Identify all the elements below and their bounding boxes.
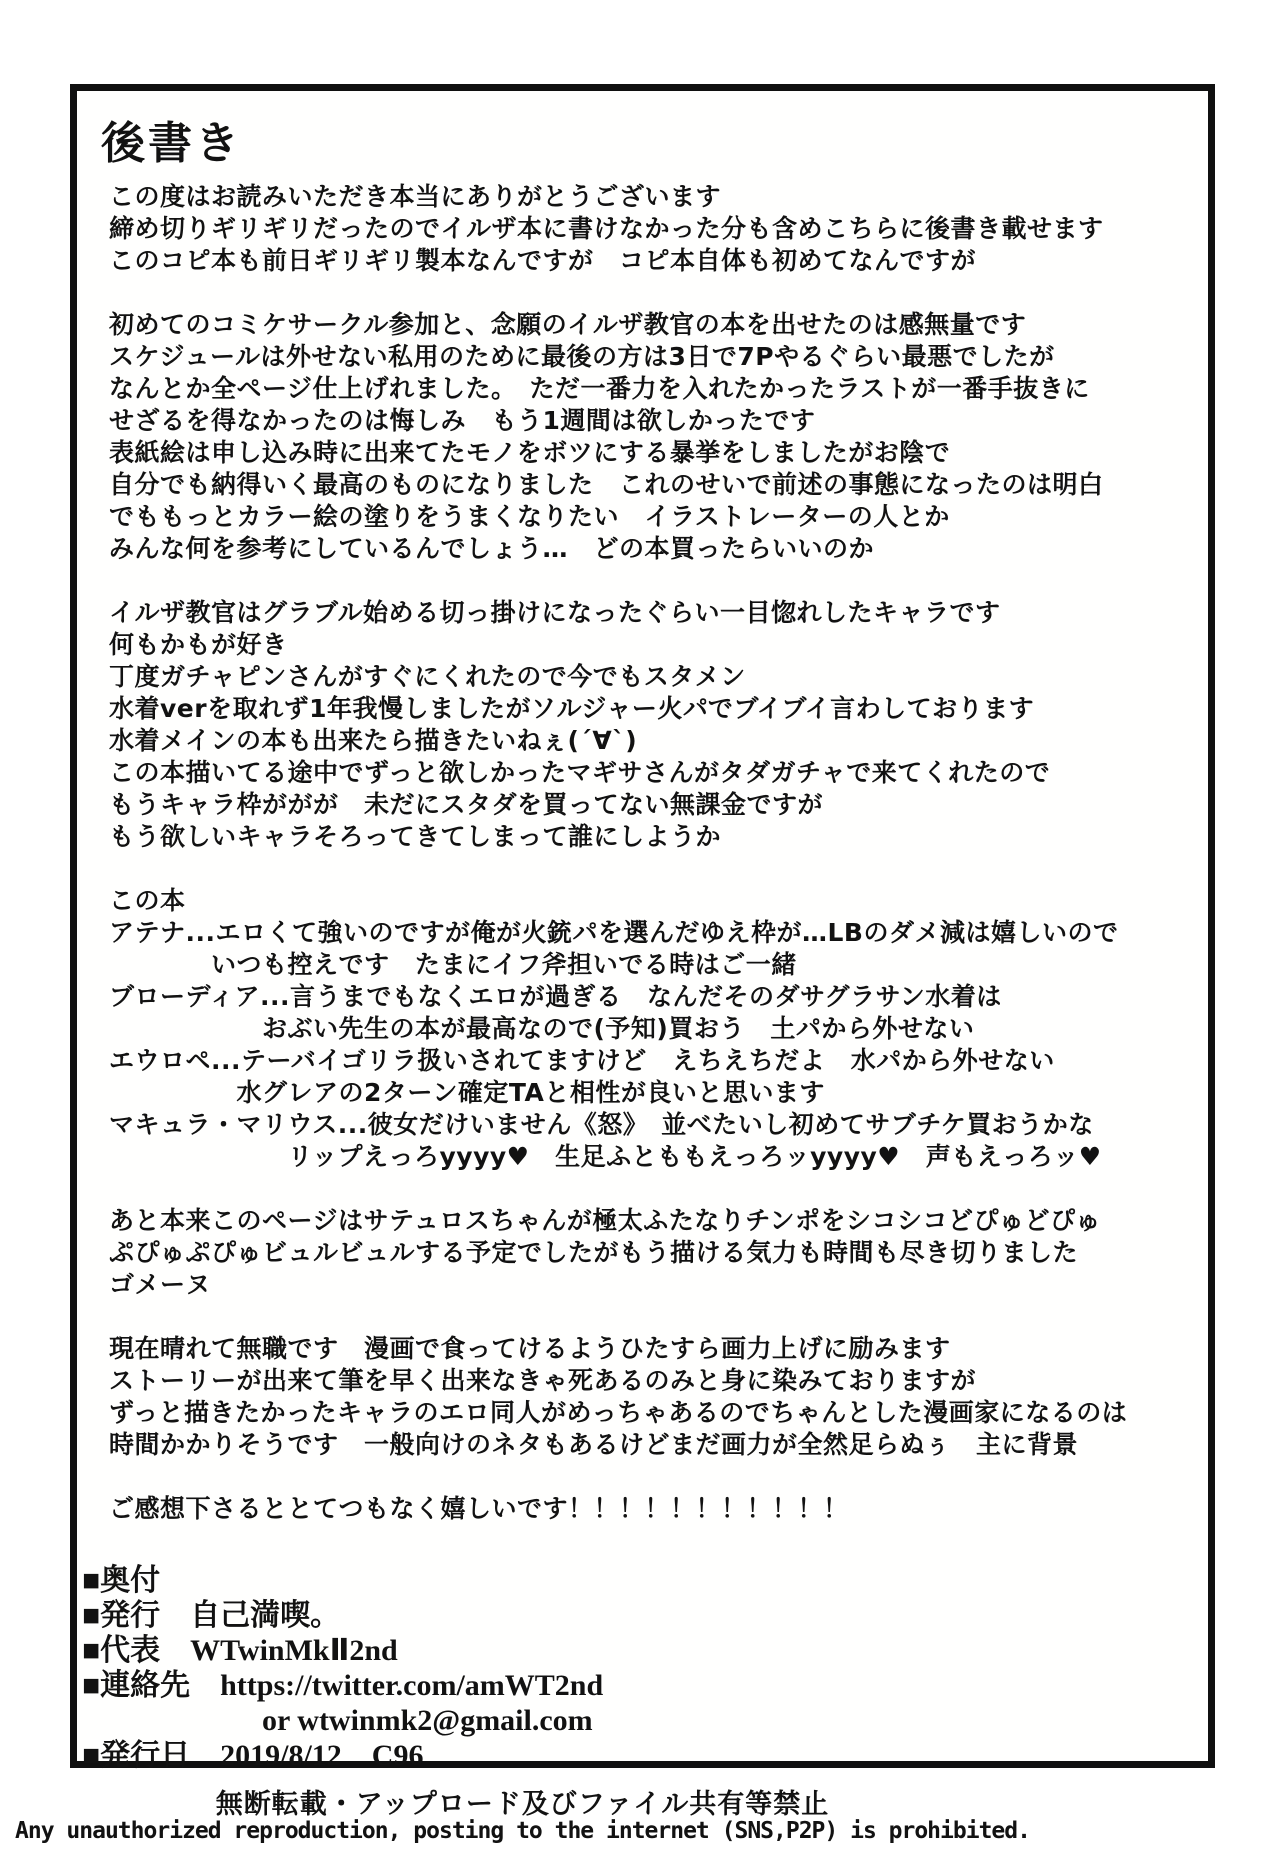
text-line: 何もかもが好き: [109, 630, 288, 659]
text-line: アテナ...エロくて強いのですが俺が火銃パを選んだゆえ枠が…LBのダメ減は嬉しいので: [109, 918, 1119, 947]
text-line: 水着verを取れず1年我慢しましたがソルジャー火パでブイブイ言わしております: [109, 694, 1035, 723]
text-line: 水着メインの本も出来たら描きたいねぇ(´∀`): [109, 726, 638, 755]
text-line: リップえっろyyyy♥ 生足ふとももえっろッyyyy♥ 声もえっろッ♥: [109, 1142, 1102, 1171]
text-line: ストーリーが出来て筆を早く出来なきゃ死あるのみと身に染みておりますが: [109, 1366, 977, 1395]
text-line: 水グレアの2ターン確定TAと相性が良いと思います: [109, 1078, 825, 1107]
text-line: もう欲しいキャラそろってきてしまって誰にしようか: [109, 822, 722, 851]
text-line: 初めてのコミケサークル参加と、念願のイルザ教官の本を出せたのは感無量です: [109, 310, 1027, 339]
text-line: なんとか全ページ仕上げれました。 ただ一番力を入れたかったラストが一番手抜きに: [109, 374, 1090, 403]
afterword-text: [109, 181, 1208, 1525]
text-line: イルザ教官はグラブル始める切っ掛けになったぐらい一目惚れしたキャラです: [109, 598, 1001, 627]
text-line: 時間かかりそうです 一般向けのネタもあるけどまだ画力が全然足らぬぅ 主に背景: [109, 1430, 1079, 1459]
text-line: 現在晴れて無職です 漫画で食ってけるようひたすら画力上げに励みます: [109, 1334, 951, 1363]
text-line: [109, 1173, 1208, 1205]
colophon: [82, 1563, 1208, 1773]
text-line: ご感想下さるととてつもなく嬉しいです！！！！！！！！！！！: [109, 1494, 849, 1523]
text-line: せざるを得なかったのは悔しみ もう1週間は欲しかったです: [109, 406, 816, 435]
text-line: [109, 1461, 1208, 1493]
text-line: ずっと描きたかったキャラのエロ同人がめっちゃあるのでちゃんとした漫画家になるのは: [109, 1398, 1128, 1427]
page-title: 後書き: [101, 118, 242, 169]
text-line: 丁度ガチャピンさんがすぐにくれたので今でもスタメン: [109, 662, 746, 691]
copyright-notice-en: Any unauthorized reproduction, posting to the internet (SNS,P2P) is prohibited.: [15, 1818, 1030, 1844]
text-line: 自分でも納得いく最高のものになりました これのせいで前述の事態になったのは明白: [109, 470, 1104, 499]
colophon-line: ■奥付: [82, 1564, 161, 1597]
text-line: エウロペ...テーバイゴリラ扱いされてますけど えちえちだよ 水パから外せない: [109, 1046, 1055, 1075]
text-line: この度はお読みいただき本当にありがとうございます: [109, 182, 722, 211]
text-line: おぶい先生の本が最高なので(予知)買おう 土パから外せない: [109, 1014, 975, 1043]
text-line: ゴメーヌ: [109, 1270, 212, 1299]
text-line: ブローディア...言うまでもなくエロが過ぎる なんだそのダサグラサン水着は: [109, 982, 1002, 1011]
text-line: もうキャラ枠ががが 未だにスタダを買ってない無課金ですが: [109, 790, 824, 819]
colophon-line: ■連絡先 https://twitter.com/amWT2nd: [82, 1669, 604, 1702]
colophon-line: or wtwinmk2@gmail.com: [82, 1704, 593, 1737]
text-line: [109, 277, 1208, 309]
text-line: あと本来このページはサテュロスちゃんが極太ふたなりチンポをシコシコどぴゅどぴゅ: [109, 1206, 1102, 1235]
text-line: みんな何を参考にしているんでしょう… どの本買ったらいいのか: [109, 534, 875, 563]
text-line: 表紙絵は申し込み時に出来てたモノをボツにする暴挙をしましたがお陰で: [109, 438, 951, 467]
text-line: ぷぴゅぷぴゅビュルビュルする予定でしたがもう描ける気力も時間も尽き切りました: [109, 1238, 1079, 1267]
text-line: スケジュールは外せない私用のために最後の方は3日で7Pやるぐらい最悪でしたが: [109, 342, 1055, 371]
text-line: いつも控えです たまにイフ斧担いでる時はご一緒: [109, 950, 797, 979]
text-line: [109, 1301, 1208, 1333]
text-line: [109, 565, 1208, 597]
copyright-notice-jp: 無断転載・アップロード及びファイル共有等禁止: [215, 1789, 830, 1820]
colophon-line: ■発行 自己満喫。: [82, 1599, 341, 1632]
colophon-line: ■発行日 2019/8/12 C96: [82, 1739, 424, 1772]
text-line: この本描いてる途中でずっと欲しかったマギサさんがタダガチャで来てくれたので: [109, 758, 1051, 787]
text-line: でももっとカラー絵の塗りをうまくなりたい イラストレーターの人とか: [109, 502, 950, 531]
text-line: マキュラ・マリウス...彼女だけいません《怒》 並べたいし初めてサブチケ買おうかな: [109, 1110, 1094, 1139]
colophon-line: ■代表 WTwinMkⅡ2nd: [82, 1634, 398, 1667]
text-line: この本: [109, 886, 186, 915]
text-line: 締め切りギリギリだったのでイルザ本に書けなかった分も含めこちらに後書き載せます: [109, 214, 1104, 243]
text-line: [109, 853, 1208, 885]
text-line: このコピ本も前日ギリギリ製本なんですが コピ本自体も初めてなんですが: [109, 246, 977, 275]
afterword-panel: [70, 84, 1215, 1772]
